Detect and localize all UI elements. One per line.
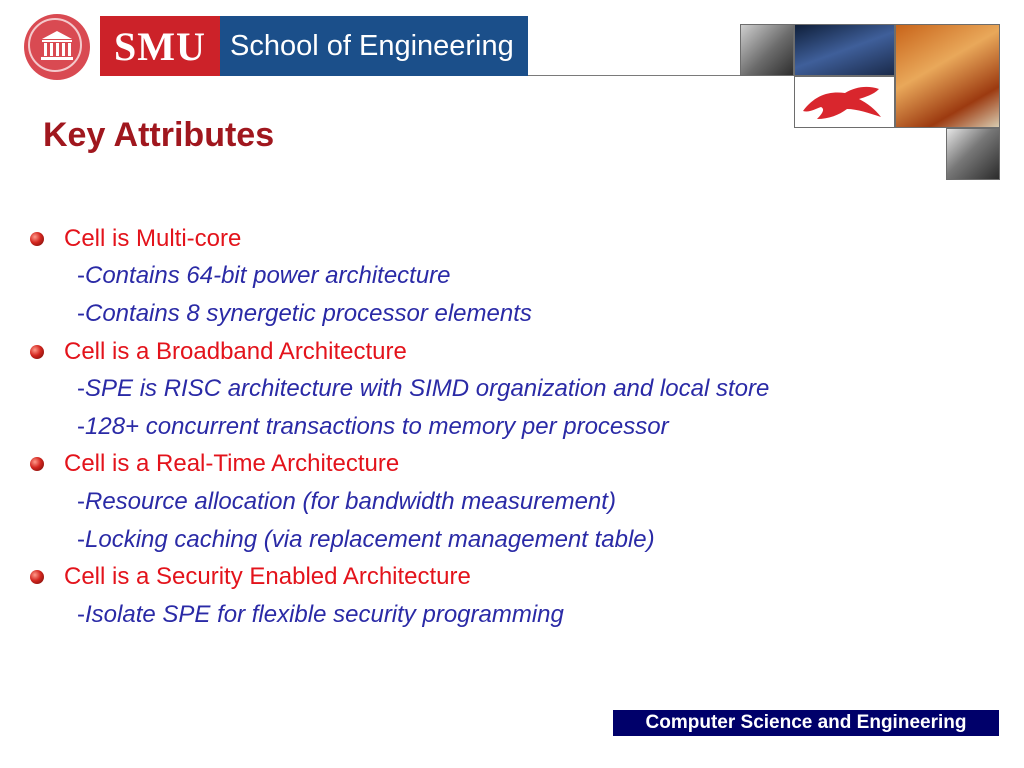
bullet-item	[30, 220, 990, 258]
sub-bullet: -Contains 64-bit power architecture	[77, 262, 451, 290]
sub-bullet-item	[30, 258, 990, 296]
sub-bullet-text: 128+ concurrent transactions to memory per processor	[85, 412, 669, 440]
sub-bullet-item	[30, 295, 990, 333]
slide-title: Key Attributes	[43, 116, 275, 154]
header-divider	[528, 75, 740, 76]
mustang-icon	[795, 77, 894, 127]
photo-mosaic	[740, 24, 1000, 180]
bullet-text: Cell is Multi-core	[64, 224, 242, 252]
sub-bullet: -Locking caching (via replacement management table)	[77, 525, 655, 553]
photo-portrait	[740, 24, 794, 76]
mustang-mascot-image	[794, 76, 895, 128]
sub-bullet-text: Isolate SPE for flexible security programming	[85, 600, 564, 628]
sub-bullet-text: SPE is RISC architecture with SIMD organization and local store	[85, 375, 770, 403]
bullet-icon	[30, 457, 44, 471]
bullet-item	[30, 333, 990, 371]
bullet-item	[30, 446, 990, 484]
sub-bullet-text: Contains 8 synergetic processor elements	[85, 299, 532, 327]
bullet-list	[30, 220, 990, 634]
footer-banner	[613, 710, 999, 736]
sub-bullet-item	[30, 521, 990, 559]
bullet-text: Cell is a Security Enabled Architecture	[64, 563, 471, 591]
bullet-icon	[30, 570, 44, 584]
brand-short: SMU	[114, 23, 206, 69]
bullet-item	[30, 558, 990, 596]
brand-school: School of Engineering	[230, 29, 514, 62]
bullet-icon	[30, 345, 44, 359]
school-banner	[220, 16, 528, 76]
sub-bullet-text: Resource allocation (for bandwidth measurement)	[85, 487, 616, 515]
photo-autumn-building	[895, 24, 1000, 128]
sub-bullet-item	[30, 408, 990, 446]
sub-bullet: -Contains 8 synergetic processor elements	[77, 299, 532, 327]
sub-bullet: -SPE is RISC architecture with SIMD organization and local store	[77, 375, 770, 403]
bullet-text: Cell is a Real-Time Architecture	[64, 450, 400, 478]
sub-bullet-text: Locking caching (via replacement management table)	[85, 525, 655, 553]
sub-bullet-item	[30, 596, 990, 634]
sub-bullet-item	[30, 483, 990, 521]
sub-bullet-item	[30, 370, 990, 408]
smu-banner	[100, 16, 220, 76]
sub-bullet: -Resource allocation (for bandwidth measurement)	[77, 487, 616, 515]
bullet-icon	[30, 232, 44, 246]
bullet-text: Cell is a Broadband Architecture	[64, 337, 407, 365]
photo-students	[946, 128, 1000, 180]
sub-bullet-text: Contains 64-bit power architecture	[85, 262, 451, 290]
smu-seal-logo	[24, 14, 90, 80]
photo-lab	[794, 24, 895, 76]
sub-bullet: -128+ concurrent transactions to memory per processor	[77, 412, 669, 440]
footer-label: Computer Science and Engineering	[645, 712, 967, 733]
seal-building-icon	[39, 30, 75, 62]
sub-bullet: -Isolate SPE for flexible security programming	[77, 600, 564, 628]
